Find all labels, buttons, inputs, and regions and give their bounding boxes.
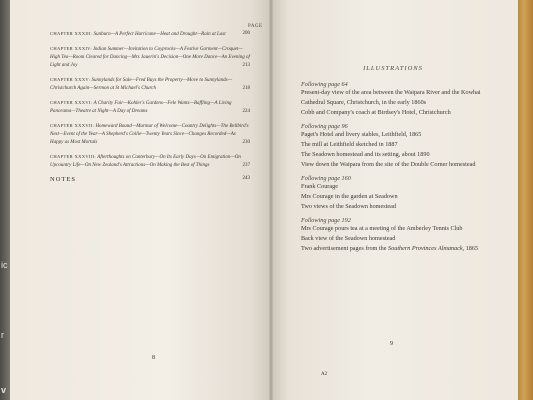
toc-page: 213 bbox=[242, 63, 250, 68]
illustration-item: Cobb and Company's coach at Birdsey's Hotel, Christchurch bbox=[301, 109, 451, 116]
toc-entry bbox=[50, 30, 250, 39]
illustration-item: Frank Courage bbox=[301, 183, 338, 190]
notes-label: NOTES bbox=[50, 176, 76, 183]
toc-page: 218 bbox=[242, 86, 250, 91]
toc-page: 237 bbox=[242, 163, 250, 168]
illustrations-list bbox=[301, 80, 506, 258]
toc-description: Afterthoughts on Canterbury—On Its Early Days—On Emigration—On Upcountry Life—On New Zealand's Attractions—On Making the Best of Things bbox=[50, 155, 241, 168]
illustration-item: Present-day view of the area between the Waipara River and the Kowhai bbox=[301, 89, 481, 96]
toc-chapter: CHAPTER XXXIV: bbox=[50, 46, 93, 51]
page-edges bbox=[518, 0, 533, 400]
toc-page: 200 bbox=[242, 31, 250, 36]
illustration-item: Mrs Courage in the garden at Seadown bbox=[301, 193, 398, 200]
illustration-group bbox=[301, 216, 506, 253]
illustration-group bbox=[301, 122, 506, 169]
toc-entry bbox=[50, 76, 250, 93]
illustration-item: The mill at Leithfield sketched in 1887 bbox=[301, 141, 398, 148]
strip-glyph: ic bbox=[1, 260, 8, 270]
signature-mark: A2 bbox=[321, 372, 328, 377]
illustration-item bbox=[301, 245, 506, 253]
following-page-label: Following page 96 bbox=[301, 123, 348, 130]
toc-description: Sunnylands for Sale—Fred Buys the Property—Move to Sunnylands—Christchurch Again—Sermon at St Michael's Church bbox=[50, 78, 233, 91]
book-gutter bbox=[268, 0, 274, 400]
toc-page: 230 bbox=[242, 140, 250, 145]
toc-chapter: CHAPTER XXXVII: bbox=[50, 123, 95, 128]
toc-chapter: CHAPTER XXXVI: bbox=[50, 100, 93, 105]
toc-entry bbox=[50, 45, 250, 70]
illustration-item-year: 1865 bbox=[464, 245, 479, 252]
illustration-group bbox=[301, 80, 506, 117]
adjacent-book-strip bbox=[0, 0, 10, 400]
following-page-label: Following page 160 bbox=[301, 175, 351, 182]
illustration-item: Mrs Courage pours tea at a meeting of the Amberley Tennis Club bbox=[301, 225, 463, 232]
strip-glyph: v bbox=[1, 385, 7, 395]
strip-glyph: r bbox=[1, 330, 4, 340]
illustration-item: Paget's Hotel and livery stables, Leithfield, 1865 bbox=[301, 131, 422, 138]
table-of-contents bbox=[50, 30, 250, 183]
right-page-number: 9 bbox=[390, 341, 393, 347]
illustration-item-text: Two advertisement pages from the bbox=[301, 245, 389, 252]
following-page-label: Following page 64 bbox=[301, 81, 348, 88]
toc-description: Homeward Bound—Murmur of Welcome—Country Delights—The Bellbird's Nest—Event of the Year—A Shepherd's Collie—Twenty Years Since—Changes Recorded—As Happy as Most Mortals bbox=[50, 124, 249, 145]
toc-page-header: PAGE bbox=[248, 24, 263, 29]
toc-description: Indian Summer—Invitation to Coyprocks—A Festive Garment—Croquet—High Tea—Room Cleared for Dancing—Mrs Jauerin's Decision—One More Dance—An Evening of Light and Joy bbox=[50, 47, 250, 68]
illustration-group bbox=[301, 174, 506, 211]
illustration-item: The Seadown homestead and its setting, about 1890 bbox=[301, 151, 430, 158]
illustration-item: Back view of the Seadown homestead bbox=[301, 235, 396, 242]
illustration-item: View down the Waipara from the site of the Double Corner homestead bbox=[301, 161, 476, 168]
toc-chapter: CHAPTER XXXV: bbox=[50, 77, 91, 82]
toc-entry bbox=[50, 153, 250, 170]
toc-notes bbox=[50, 176, 250, 183]
following-page-label: Following page 192 bbox=[301, 217, 351, 224]
toc-description: Sunburn—A Perfect Hurricane—Heat and Drought—Rain at Last bbox=[93, 32, 226, 37]
toc-entry bbox=[50, 122, 250, 147]
toc-chapter: CHAPTER XXXIII: bbox=[50, 31, 93, 36]
toc-description: A Charity Fair—Kohler's Gardens—Fele Wants—Baffling—A Living Panorama—Theatre at Night—A Day of Dreams bbox=[50, 101, 232, 114]
toc-page: 224 bbox=[242, 109, 250, 114]
toc-entry bbox=[50, 99, 250, 116]
illustrations-heading: ILLUSTRATIONS bbox=[363, 65, 423, 72]
left-page-number: 8 bbox=[152, 355, 155, 361]
toc-chapter: CHAPTER XXXVIII: bbox=[50, 154, 97, 159]
illustration-item: Cathedral Square, Christchurch, in the early 1860s bbox=[301, 99, 427, 106]
illustration-item: Two views of the Seadown homestead bbox=[301, 203, 396, 210]
notes-page: 243 bbox=[242, 176, 250, 181]
illustration-item-title: Southern Provinces Almanack, bbox=[388, 245, 465, 252]
